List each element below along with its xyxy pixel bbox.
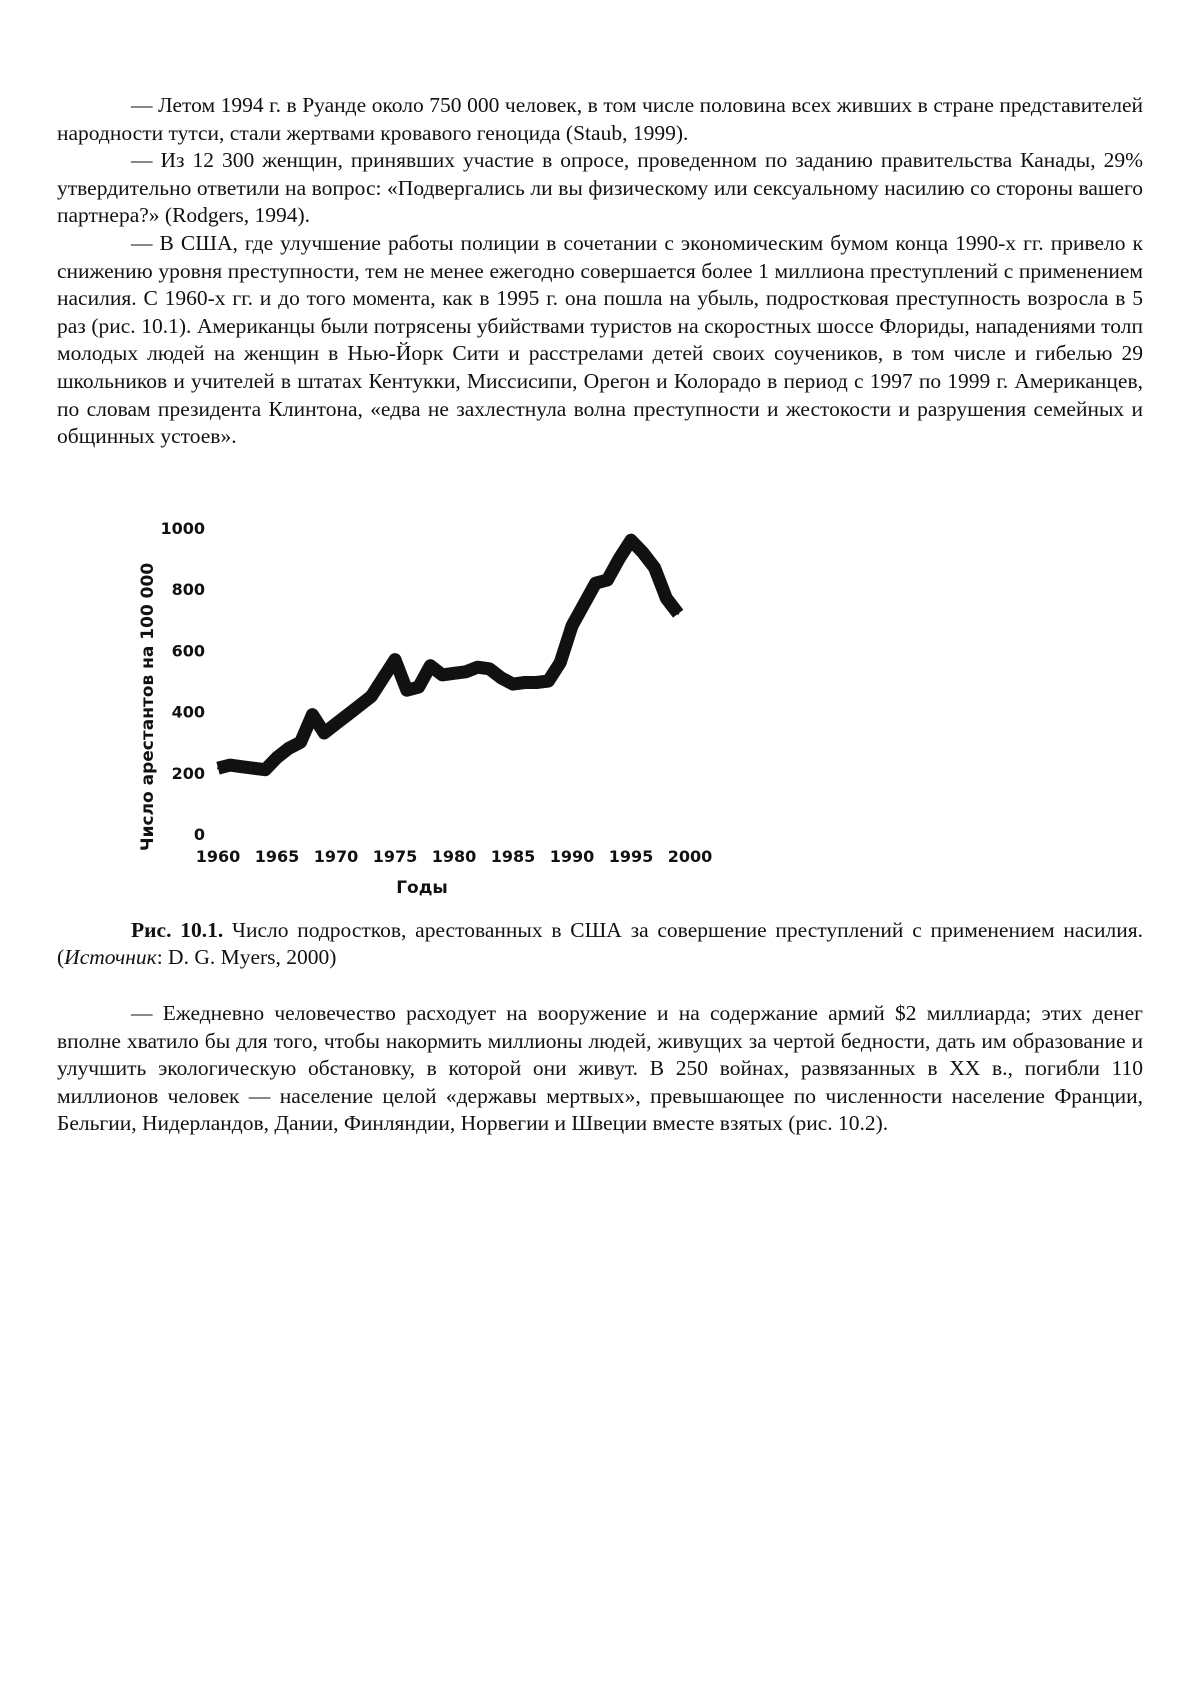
paragraph-usa-crime: — В США, где улучшение работы полиции в сочетании с экономическим бумом конца 1990-х гг. привело к снижению уровня преступности, тем не менее ежегодно совершается более 1 миллиона преступлений с применением насилия. С 1960-х гг. и до того момента, как в 1995 г. она пошла на убыль, подростковая преступность возросла в 5 раз (рис. 10.1). Американцы были потрясены убийствами туристов на скоростных шоссе Флориды, нападениями толп молодых людей на женщин в Нью-Йорк Сити и расстрелами детей своих соучеников, в том числе и гибелью 29 школьников и учителей в штатах Кентукки, Миссисипи, Орегон и Колорадо в период с 1997 по 1999 г. Американцев, по словам президента Клинтона, «едва не захлестнула волна преступности и жестокости и разрушения семейных и общинных устоев». <box>57 230 1143 449</box>
data-point <box>618 557 620 559</box>
x-tick-label: 1980 <box>431 846 477 866</box>
data-point <box>547 680 549 682</box>
document-page <box>57 92 1143 1138</box>
data-point <box>276 756 278 758</box>
data-point <box>665 597 667 599</box>
caption-source-text: : D. G. Myers, 2000) <box>156 945 337 970</box>
data-point <box>229 764 231 766</box>
paragraph-military-spending: — Ежедневно человечество расходует на вооружение и на содержание армий $2 миллиарда; этих денег вполне хватило бы для того, чтобы накормить миллионы людей, живущих за чертой бедности, дать им образование и улучшить экологическую обстановку, в которой они живут. В 250 войнах, развязанных в XX в., погибли 110 миллионов человек — население целой «державы мертвых», превышающее по численности население Франции, Бельгии, Нидерландов, Дании, Финляндии, Норвегии и Швеции вместе взятых (рис. 10.2). <box>57 1000 1143 1136</box>
data-point <box>524 681 526 683</box>
x-tick-label: 1990 <box>549 846 595 866</box>
data-point <box>512 683 514 685</box>
y-axis-ticks <box>160 519 205 844</box>
data-point <box>217 767 219 769</box>
y-tick-label: 800 <box>171 579 205 599</box>
data-point <box>323 732 325 734</box>
data-point <box>300 741 302 743</box>
data-point <box>252 767 254 769</box>
data-point <box>264 768 266 770</box>
data-point <box>382 677 384 679</box>
y-axis-label: Число арестантов на 100 000 <box>138 562 158 851</box>
figure-caption <box>57 917 1143 972</box>
data-point <box>595 582 597 584</box>
y-tick-label: 200 <box>171 763 205 783</box>
x-tick-label: 1975 <box>372 846 418 866</box>
data-point <box>536 681 538 683</box>
figure-10-1 <box>57 475 1143 917</box>
y-tick-label: 1000 <box>160 518 205 538</box>
caption-source-label: Источник <box>64 945 157 970</box>
caption-label: Рис. 10.1. <box>131 917 224 942</box>
data-point <box>311 713 313 715</box>
x-tick-label: 2000 <box>667 846 713 866</box>
data-point <box>359 704 361 706</box>
data-point <box>642 551 644 553</box>
data-point <box>394 658 396 660</box>
data-point <box>465 671 467 673</box>
chart-series <box>217 539 679 771</box>
data-point <box>477 666 479 668</box>
paragraph-canada-survey: — Из 12 300 женщин, принявших участие в опросе, проведенном по заданию правительства Канады, 29% утвердительно ответили на вопрос: «Подвергались ли вы физическому или сексуальному насилию со стороны вашего партнера?» (Rodgers, 1994). <box>57 148 1143 228</box>
paragraph-rwanda: — Летом 1994 г. в Руанде около 750 000 человек, в том числе половина всех живших в стране представителей народности тутси, стали жертвами кровавого геноцида (Staub, 1999). <box>57 93 1143 145</box>
y-tick-label: 600 <box>171 641 205 661</box>
data-point <box>241 765 243 767</box>
data-point <box>677 612 679 614</box>
x-axis-label: Годы <box>396 877 448 898</box>
y-tick-label: 0 <box>193 824 205 844</box>
data-point <box>418 686 420 688</box>
x-tick-label: 1985 <box>490 846 536 866</box>
data-point <box>406 689 408 691</box>
data-point <box>429 664 431 666</box>
x-tick-label: 1995 <box>608 846 654 866</box>
data-point <box>488 668 490 670</box>
x-axis-ticks <box>196 847 713 866</box>
data-point <box>347 713 349 715</box>
data-point <box>654 567 656 569</box>
data-point <box>370 695 372 697</box>
data-point <box>571 625 573 627</box>
series-line <box>218 540 678 770</box>
x-tick-label: 1970 <box>313 846 359 866</box>
line-chart <box>57 475 1143 917</box>
data-point <box>288 747 290 749</box>
data-point <box>606 579 608 581</box>
x-tick-label: 1965 <box>254 846 300 866</box>
caption-text: Число подростков, арестованных в США за совершение преступлений с применением насилия. ( <box>57 917 1143 970</box>
data-point <box>559 661 561 663</box>
x-tick-label: 1960 <box>195 846 241 866</box>
data-point <box>441 674 443 676</box>
data-point <box>630 539 632 541</box>
data-point <box>335 723 337 725</box>
y-tick-label: 400 <box>171 702 205 722</box>
data-point <box>583 603 585 605</box>
data-point <box>453 672 455 674</box>
data-point <box>500 677 502 679</box>
